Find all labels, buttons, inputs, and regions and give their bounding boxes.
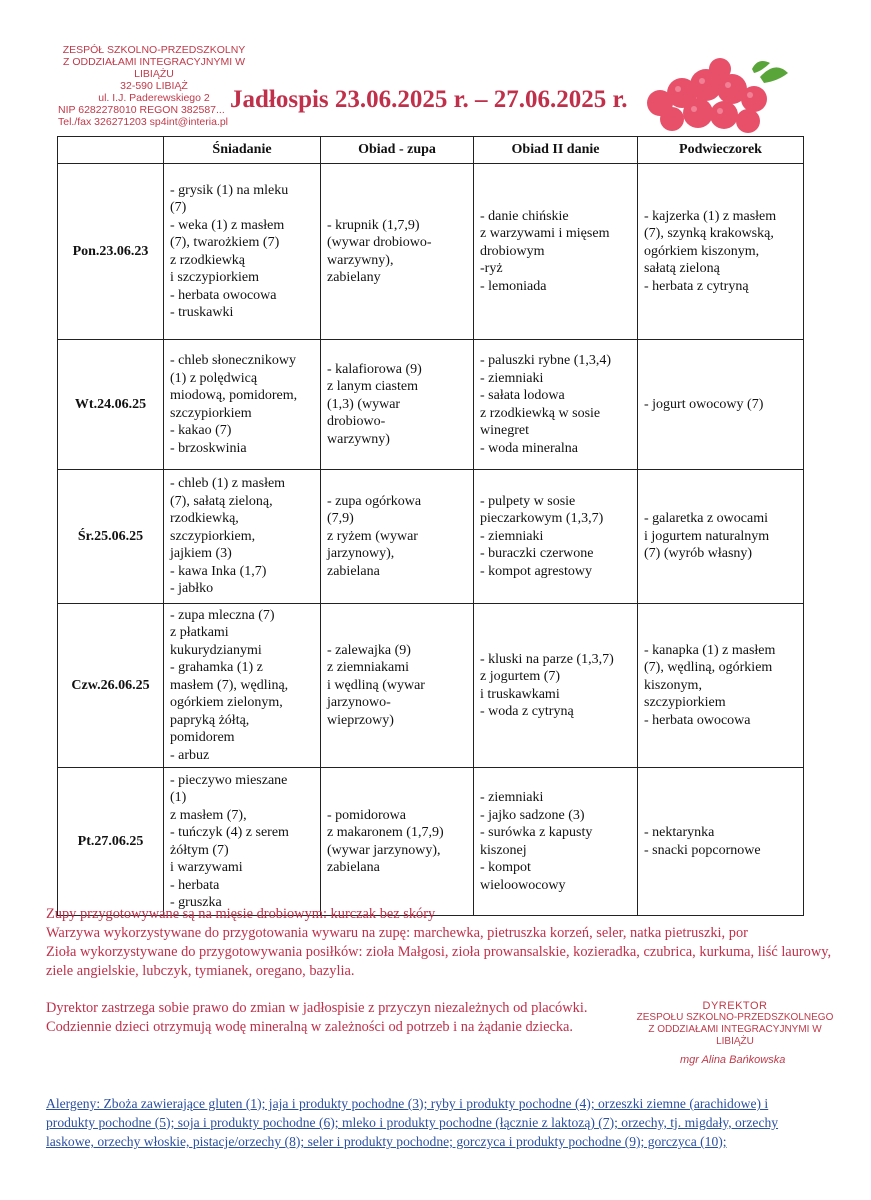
day-cell: Pon.23.06.23 [58, 164, 164, 340]
menu-line: jajkiem (3) [170, 546, 232, 562]
menu-line: - jabłko [170, 581, 214, 597]
menu-line: - nektarynka [644, 825, 715, 840]
menu-line: (7), szynką krakowską, [644, 226, 774, 242]
menu-line: zabielana [327, 860, 380, 875]
header-empty [58, 137, 164, 164]
menu-line: i jogurtem naturalnym [644, 528, 770, 544]
menu-line: - herbata owocowa [644, 712, 751, 728]
menu-line: szczypiorkiem [644, 695, 726, 711]
director-stamp-line: ZESPOŁU SZKOLNO-PRZEDSZKOLNEGO [636, 1012, 834, 1023]
table-row [58, 604, 804, 768]
menu-line: (7), twarożkiem (7) [170, 235, 280, 250]
menu-line: - snacki popcornowe [644, 842, 761, 858]
menu-line: - herbata z cytryną [644, 278, 749, 294]
menu-line: - kajzerka (1) z masłem [644, 208, 777, 224]
note-disclaimer: Dyrektor zastrzega sobie prawo do zmian w jadłospisie z przyczyn niezależnych od placówki. [46, 1000, 588, 1016]
menu-line: ogórkiem kiszonym, [644, 243, 760, 259]
menu-line: - kompot [480, 860, 531, 875]
header-soup: Obiad - zupa [321, 137, 474, 164]
menu-line: - kakao (7) [170, 423, 232, 438]
menu-line: i warzywami [170, 860, 243, 875]
table-row [58, 164, 804, 340]
menu-line: - kluski na parze (1,3,7) [480, 651, 614, 667]
menu-line: (7,9) [327, 511, 354, 527]
menu-line: - woda z cytryną [480, 704, 574, 719]
stamp-line: Tel./fax 326271203 sp4int@interia.pl [58, 116, 229, 128]
menu-line: i truskawkami [480, 686, 560, 702]
snack-cell [638, 470, 804, 604]
menu-line: - woda mineralna [480, 440, 578, 456]
menu-line: (7), wędliną, ogórkiem [644, 660, 773, 676]
menu-line: drobiowo- [327, 414, 386, 430]
menu-line: (7) (wyrób własny) [644, 546, 753, 562]
soup-cell [321, 470, 474, 604]
menu-line: pomidorem [170, 730, 235, 746]
menu-line: - zalewajka (9) [327, 642, 411, 658]
menu-line: i szczypiorkiem [170, 270, 260, 285]
menu-line: - krupnik (1,7,9) [327, 217, 420, 233]
menu-line: - ziemniaki [480, 370, 544, 386]
note-vegetables: Warzywa wykorzystywane do przygotowania wywaru na zupę: marchewka, pietruszka korzeń, seler, natka pietruszki, por [46, 925, 748, 941]
menu-line: - galaretka z owocami [644, 511, 768, 527]
menu-line: - brzoskwinia [170, 440, 247, 456]
soup-cell [321, 340, 474, 470]
director-stamp [630, 1000, 840, 1048]
menu-line: - chleb (1) z masłem [170, 476, 286, 492]
breakfast-cell [164, 768, 321, 916]
menu-line: - truskawki [170, 305, 234, 320]
menu-line: (wywar jarzynowy), [327, 842, 441, 858]
menu-line: - buraczki czerwone [480, 546, 594, 562]
menu-line: pieczarkowym (1,3,7) [480, 511, 604, 527]
menu-line: - sałata lodowa [480, 388, 565, 403]
menu-line: zabielany [327, 270, 381, 285]
director-stamp-line: Z ODDZIAŁAMI INTEGRACYJNYMI W LIBIĄŻU [648, 1024, 822, 1047]
allergens-note: Alergeny: Zboża zawierające gluten (1); jaja i produkty pochodne (3); ryby i produkty pochodne (4); orzeszki ziemne (arachidowe) i produkty pochodne (5); soja i produkty pochodne (6); mleko i produkty pochodne (łącznie z laktozą) (7); orzechy, tj. migdały, orzechy laskowe, orzechy włoskie, pistacje/orzechy (8); seler i produkty pochodne; gorczyca i produkty pochodne (9); gorczyca (10); [46, 1096, 779, 1149]
day-cell: Pt.27.06.25 [58, 768, 164, 916]
menu-line: z masłem (7), [170, 807, 247, 823]
stamp-line: Z ODDZIAŁAMI INTEGRACYJNYMI W LIBIĄŻU [62, 56, 245, 80]
snack-cell [638, 164, 804, 340]
page-title: Jadłospis 23.06.2025 r. – 27.06.2025 r. [230, 86, 628, 113]
menu-line: masłem (7), wędliną, [170, 677, 289, 693]
menu-line: - paluszki rybne (1,3,4) [480, 353, 612, 368]
menu-line: - pomidorowa [327, 807, 406, 823]
menu-line: z płatkami [170, 625, 229, 641]
menu-line: - zupa ogórkowa [327, 493, 422, 509]
menu-line: z rzodkiewką [170, 252, 246, 268]
menu-line: żółtym (7) [170, 842, 229, 858]
menu-line: - kompot agrestowy [480, 563, 592, 579]
menu-line: (7) [170, 200, 187, 215]
menu-line: drobiowym [480, 243, 545, 259]
menu-line: z rzodkiewką w sosie [480, 405, 601, 421]
menu-line: - surówka z kapusty [480, 825, 593, 840]
menu-line: - lemoniada [480, 278, 547, 294]
soup-cell [321, 604, 474, 768]
menu-line: (7), sałatą zieloną, [170, 493, 273, 509]
day-cell: Wt.24.06.25 [58, 340, 164, 470]
main-course-cell [474, 470, 638, 604]
stamp-line: ul. I.J. Paderewskiego 2 [98, 92, 210, 104]
menu-line: - jajko sadzone (3) [480, 807, 585, 823]
main-course-cell [474, 340, 638, 470]
note-water: Codziennie dzieci otrzymują wodę mineralną w zależności od potrzeb i na żądanie dziecka. [46, 1019, 574, 1035]
director-signature: mgr Alina Bańkowska [680, 1054, 786, 1066]
menu-table [57, 136, 804, 916]
snack-cell [638, 768, 804, 916]
menu-line: ogórkiem zielonym, [170, 695, 283, 711]
main-course-cell [474, 768, 638, 916]
menu-line: wieloowocowy [480, 877, 566, 893]
menu-line: - grahamka (1) z [170, 660, 263, 676]
header-breakfast: Śniadanie [164, 137, 321, 164]
menu-line: i wędliną (wywar [327, 677, 425, 693]
menu-line: z jogurtem (7) [480, 669, 561, 684]
menu-line: - kawa Inka (1,7) [170, 563, 267, 579]
menu-line: warzywny) [327, 431, 390, 447]
menu-line: kukurydzianymi [170, 642, 262, 658]
raspberries-image [640, 55, 790, 140]
table-row [58, 340, 804, 470]
menu-line: - tuńczyk (4) z serem [170, 825, 289, 840]
main-course-cell [474, 164, 638, 340]
note-soups: Zupy przygotowywane są na mięsie drobiowym: kurczak bez skóry [46, 906, 436, 922]
menu-line: zabielana [327, 563, 380, 579]
menu-line: (1) z polędwicą [170, 370, 258, 386]
menu-line: z makaronem (1,7,9) [327, 825, 444, 840]
menu-line: - grysik (1) na mleku [170, 182, 289, 198]
menu-line: -ryż [480, 261, 503, 277]
table-header-row [58, 137, 804, 164]
menu-line: - chleb słonecznikowy [170, 353, 296, 368]
menu-line: - ziemniaki [480, 528, 544, 544]
menu-line: jarzynowo- [327, 695, 391, 711]
soup-cell [321, 768, 474, 916]
stamp-line: 32-590 LIBIĄŻ [120, 80, 188, 92]
menu-line: jarzynowy), [327, 546, 395, 562]
menu-line: szczypiorkiem, [170, 528, 256, 544]
soup-cell [321, 164, 474, 340]
menu-line: (1) [170, 790, 187, 805]
menu-line: szczypiorkiem [170, 405, 252, 421]
menu-line: - herbata owocowa [170, 287, 277, 303]
breakfast-cell [164, 340, 321, 470]
menu-line: - jogurt owocowy (7) [644, 396, 764, 412]
menu-line: sałatą zieloną [644, 261, 720, 277]
header-snack: Podwieczorek [638, 137, 804, 164]
note-herbs: Zioła wykorzystywane do przygotowywania posiłków: zioła Małgosi, zioła prowansalskie, kozieradka, czubrica, kurkuma, liść laurowy, ziele angielskie, lubczyk, tymianek, oregano, bazylia. [46, 944, 832, 979]
day-cell: Śr.25.06.25 [58, 470, 164, 604]
menu-line: warzywny), [327, 252, 394, 268]
breakfast-cell [164, 470, 321, 604]
stamp-line: ZESPÓŁ SZKOLNO-PRZEDSZKOLNY [62, 44, 246, 56]
menu-line: - ziemniaki [480, 790, 544, 805]
menu-line: z ziemniakami [327, 660, 410, 676]
menu-line: - weka (1) z masłem [170, 217, 285, 233]
stamp-line: NIP 6282278010 REGON 382587... [58, 104, 225, 116]
menu-line: miodową, pomidorem, [170, 388, 298, 403]
day-cell: Czw.26.06.25 [58, 604, 164, 768]
menu-line: papryką żółtą, [170, 712, 250, 728]
menu-line: z lanym ciastem [327, 379, 418, 395]
snack-cell [638, 340, 804, 470]
menu-line: - pieczywo mieszane [170, 772, 288, 788]
menu-line: z warzywami i mięsem [480, 226, 610, 242]
menu-line: - kanapka (1) z masłem [644, 642, 776, 658]
main-course-cell [474, 604, 638, 768]
menu-line: kiszonej [480, 842, 527, 858]
menu-line: kiszonym, [644, 677, 702, 693]
menu-line: winegret [480, 423, 529, 438]
snack-cell [638, 604, 804, 768]
header-main-course: Obiad II danie [474, 137, 638, 164]
table-row [58, 470, 804, 604]
menu-line: - danie chińskie [480, 208, 569, 224]
breakfast-cell [164, 604, 321, 768]
menu-line: - pulpety w sosie [480, 493, 576, 509]
menu-line: (wywar drobiowo- [327, 235, 432, 250]
table-row [58, 768, 804, 916]
menu-line: z ryżem (wywar [327, 528, 418, 544]
menu-line: - zupa mleczna (7) [170, 607, 275, 623]
menu-line: - kalafiorowa (9) [327, 361, 422, 377]
menu-line: - arbuz [170, 747, 210, 763]
menu-line: rzodkiewką, [170, 511, 239, 527]
menu-line: - gruszka [170, 895, 222, 910]
director-title: DYREKTOR [702, 1000, 768, 1012]
menu-line: (1,3) (wywar [327, 396, 401, 412]
menu-line: wieprzowy) [327, 712, 394, 728]
menu-line: - herbata [170, 877, 220, 893]
breakfast-cell [164, 164, 321, 340]
